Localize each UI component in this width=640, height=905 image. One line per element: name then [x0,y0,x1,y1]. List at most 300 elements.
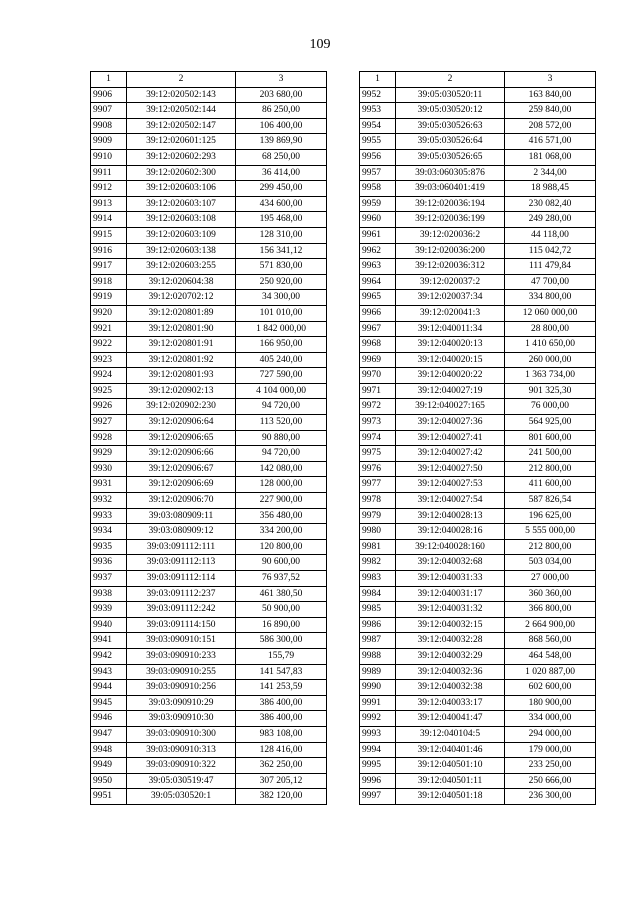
table-row [91,508,327,524]
cadastral-id-cell: 39:12:040501:11 [396,773,505,789]
cadastral-id-cell: 39:12:020036:2 [396,227,505,243]
table-row [360,368,596,384]
cadastral-id-cell: 39:03:080909:12 [127,524,236,540]
value-cell: 434 600,00 [236,196,327,212]
cadastral-id-cell: 39:03:091112:114 [127,571,236,587]
cadastral-id-cell: 39:03:091112:242 [127,602,236,618]
value-cell: 2 664 900,00 [505,617,596,633]
value-cell: 90 600,00 [236,555,327,571]
cadastral-id-cell: 39:12:040041:47 [396,711,505,727]
row-number-cell: 9916 [91,243,127,259]
table-row [91,586,327,602]
table-header-row [360,72,596,88]
table-row [360,399,596,415]
cadastral-id-cell: 39:12:020801:89 [127,305,236,321]
value-cell: 227 900,00 [236,493,327,509]
row-number-cell: 9954 [360,118,396,134]
value-cell: 115 042,72 [505,243,596,259]
value-cell: 727 590,00 [236,368,327,384]
value-cell: 250 920,00 [236,274,327,290]
table-row [360,633,596,649]
value-cell: 50 900,00 [236,602,327,618]
table-row [91,695,327,711]
value-cell: 233 250,00 [505,758,596,774]
row-number-cell: 9969 [360,352,396,368]
value-cell: 94 720,00 [236,399,327,415]
table-row [360,118,596,134]
table-row [360,648,596,664]
row-number-cell: 9923 [91,352,127,368]
value-cell: 362 250,00 [236,758,327,774]
table-row [91,602,327,618]
cadastral-id-cell: 39:12:020604:38 [127,274,236,290]
value-cell: 113 520,00 [236,415,327,431]
table-row [360,773,596,789]
row-number-cell: 9919 [91,290,127,306]
table-row [360,555,596,571]
table-row [360,711,596,727]
row-number-cell: 9908 [91,118,127,134]
cadastral-id-cell: 39:05:030526:64 [396,134,505,150]
value-cell: 181 068,00 [505,149,596,165]
value-cell: 334 200,00 [236,524,327,540]
table-row [91,461,327,477]
row-number-cell: 9907 [91,103,127,119]
row-number-cell: 9917 [91,259,127,275]
row-number-cell: 9936 [91,555,127,571]
value-cell: 294 000,00 [505,726,596,742]
column-header-cadastral-id: 2 [396,72,505,88]
table-row [360,586,596,602]
row-number-cell: 9985 [360,602,396,618]
row-number-cell: 9981 [360,539,396,555]
table-row [91,383,327,399]
row-number-cell: 9994 [360,742,396,758]
table-row [360,383,596,399]
row-number-cell: 9955 [360,134,396,150]
value-cell: 901 325,30 [505,383,596,399]
row-number-cell: 9920 [91,305,127,321]
row-number-cell: 9948 [91,742,127,758]
cadastral-id-cell: 39:12:040028:16 [396,524,505,540]
cadastral-id-cell: 39:12:020801:93 [127,368,236,384]
row-number-cell: 9995 [360,758,396,774]
value-cell: 68 250,00 [236,149,327,165]
value-cell: 34 300,00 [236,290,327,306]
row-number-cell: 9915 [91,227,127,243]
row-number-cell: 9980 [360,524,396,540]
row-number-cell: 9979 [360,508,396,524]
cadastral-id-cell: 39:12:020902:13 [127,383,236,399]
table-row [91,789,327,805]
cadastral-id-cell: 39:12:040028:160 [396,539,505,555]
table-row [91,165,327,181]
value-cell: 464 548,00 [505,648,596,664]
cadastral-id-cell: 39:12:040031:32 [396,602,505,618]
row-number-cell: 9987 [360,633,396,649]
row-number-cell: 9945 [91,695,127,711]
value-cell: 111 479,84 [505,259,596,275]
row-number-cell: 9926 [91,399,127,415]
cadastral-id-cell: 39:03:090910:29 [127,695,236,711]
row-number-cell: 9978 [360,493,396,509]
cadastral-id-cell: 39:12:020906:65 [127,430,236,446]
value-cell: 356 480,00 [236,508,327,524]
table-row [360,461,596,477]
cadastral-table-right [359,71,596,805]
table-row [360,430,596,446]
value-cell: 163 840,00 [505,87,596,103]
column-header-number: 1 [91,72,127,88]
value-cell: 241 500,00 [505,446,596,462]
table-row [91,648,327,664]
table-row [91,337,327,353]
value-cell: 416 571,00 [505,134,596,150]
value-cell: 36 414,00 [236,165,327,181]
value-cell: 983 108,00 [236,726,327,742]
row-number-cell: 9992 [360,711,396,727]
cadastral-id-cell: 39:12:020906:69 [127,477,236,493]
value-cell: 44 118,00 [505,227,596,243]
row-number-cell: 9934 [91,524,127,540]
row-number-cell: 9942 [91,648,127,664]
table-row [91,617,327,633]
cadastral-id-cell: 39:12:040032:28 [396,633,505,649]
table-row [91,742,327,758]
table-row [91,539,327,555]
row-number-cell: 9990 [360,680,396,696]
cadastral-id-cell: 39:12:020036:312 [396,259,505,275]
value-cell: 203 680,00 [236,87,327,103]
table-row [360,415,596,431]
cadastral-id-cell: 39:12:040027:41 [396,430,505,446]
cadastral-id-cell: 39:12:040031:17 [396,586,505,602]
cadastral-id-cell: 39:12:040027:53 [396,477,505,493]
row-number-cell: 9944 [91,680,127,696]
cadastral-id-cell: 39:05:030520:12 [396,103,505,119]
value-cell: 4 104 000,00 [236,383,327,399]
table-row [91,290,327,306]
value-cell: 360 360,00 [505,586,596,602]
table-row [360,352,596,368]
row-number-cell: 9910 [91,149,127,165]
value-cell: 128 310,00 [236,227,327,243]
cadastral-id-cell: 39:12:020906:64 [127,415,236,431]
cadastral-id-cell: 39:05:030520:1 [127,789,236,805]
cadastral-id-cell: 39:12:040020:22 [396,368,505,384]
row-number-cell: 9973 [360,415,396,431]
table-row [91,571,327,587]
cadastral-id-cell: 39:05:030526:65 [396,149,505,165]
value-cell: 156 341,12 [236,243,327,259]
value-cell: 208 572,00 [505,118,596,134]
value-cell: 602 600,00 [505,680,596,696]
row-number-cell: 9953 [360,103,396,119]
cadastral-id-cell: 39:12:020602:300 [127,165,236,181]
table-row [360,227,596,243]
value-cell: 405 240,00 [236,352,327,368]
table-row [91,633,327,649]
cadastral-id-cell: 39:03:090910:300 [127,726,236,742]
row-number-cell: 9986 [360,617,396,633]
table-row [91,680,327,696]
row-number-cell: 9928 [91,430,127,446]
table-row [91,430,327,446]
cadastral-id-cell: 39:03:090910:313 [127,742,236,758]
value-cell: 179 000,00 [505,742,596,758]
row-number-cell: 9949 [91,758,127,774]
row-number-cell: 9965 [360,290,396,306]
value-cell: 16 890,00 [236,617,327,633]
row-number-cell: 9972 [360,399,396,415]
value-cell: 142 080,00 [236,461,327,477]
row-number-cell: 9929 [91,446,127,462]
cadastral-id-cell: 39:03:090910:233 [127,648,236,664]
value-cell: 564 925,00 [505,415,596,431]
value-cell: 139 869,90 [236,134,327,150]
column-header-number: 1 [360,72,396,88]
table-row [91,368,327,384]
row-number-cell: 9940 [91,617,127,633]
table-row [360,165,596,181]
table-row [360,103,596,119]
value-cell: 1 363 734,00 [505,368,596,384]
row-number-cell: 9943 [91,664,127,680]
cadastral-id-cell: 39:12:040027:50 [396,461,505,477]
row-number-cell: 9941 [91,633,127,649]
row-number-cell: 9959 [360,196,396,212]
table-row [91,259,327,275]
row-number-cell: 9997 [360,789,396,805]
table-row [360,290,596,306]
row-number-cell: 9937 [91,571,127,587]
table-row [91,87,327,103]
row-number-cell: 9975 [360,446,396,462]
value-cell: 180 900,00 [505,695,596,711]
value-cell: 1 410 650,00 [505,337,596,353]
table-row [360,87,596,103]
cadastral-id-cell: 39:12:020801:91 [127,337,236,353]
value-cell: 571 830,00 [236,259,327,275]
cadastral-id-cell: 39:12:020603:108 [127,212,236,228]
value-cell: 334 800,00 [505,290,596,306]
row-number-cell: 9947 [91,726,127,742]
cadastral-id-cell: 39:12:040032:68 [396,555,505,571]
value-cell: 411 600,00 [505,477,596,493]
cadastral-id-cell: 39:05:030526:63 [396,118,505,134]
row-number-cell: 9931 [91,477,127,493]
row-number-cell: 9924 [91,368,127,384]
table-row [360,274,596,290]
row-number-cell: 9930 [91,461,127,477]
cadastral-id-cell: 39:12:040020:15 [396,352,505,368]
cadastral-id-cell: 39:12:040027:54 [396,493,505,509]
table-row [360,243,596,259]
cadastral-id-cell: 39:12:040501:18 [396,789,505,805]
table-row [91,274,327,290]
row-number-cell: 9983 [360,571,396,587]
value-cell: 90 880,00 [236,430,327,446]
table-row [360,742,596,758]
value-cell: 28 800,00 [505,321,596,337]
table-row [360,321,596,337]
value-cell: 166 950,00 [236,337,327,353]
value-cell: 334 000,00 [505,711,596,727]
cadastral-id-cell: 39:12:020036:199 [396,212,505,228]
table-row [360,695,596,711]
cadastral-id-cell: 39:03:090910:256 [127,680,236,696]
value-cell: 128 416,00 [236,742,327,758]
table-row [91,711,327,727]
cadastral-id-cell: 39:12:040501:10 [396,758,505,774]
row-number-cell: 9918 [91,274,127,290]
value-cell: 587 826,54 [505,493,596,509]
row-number-cell: 9939 [91,602,127,618]
table-row [91,103,327,119]
value-cell: 5 555 000,00 [505,524,596,540]
table-row [91,149,327,165]
value-cell: 141 547,83 [236,664,327,680]
column-header-value: 3 [236,72,327,88]
value-cell: 386 400,00 [236,711,327,727]
value-cell: 299 450,00 [236,181,327,197]
row-number-cell: 9952 [360,87,396,103]
row-number-cell: 9964 [360,274,396,290]
row-number-cell: 9922 [91,337,127,353]
table-row [91,493,327,509]
value-cell: 128 000,00 [236,477,327,493]
cadastral-id-cell: 39:03:060305:876 [396,165,505,181]
row-number-cell: 9982 [360,555,396,571]
table-row [91,477,327,493]
row-number-cell: 9989 [360,664,396,680]
table-row [360,617,596,633]
row-number-cell: 9984 [360,586,396,602]
row-number-cell: 9991 [360,695,396,711]
table-row [91,555,327,571]
table-row [360,664,596,680]
value-cell: 386 400,00 [236,695,327,711]
table-header-row [91,72,327,88]
cadastral-id-cell: 39:03:090910:30 [127,711,236,727]
value-cell: 141 253,59 [236,680,327,696]
cadastral-id-cell: 39:12:020603:106 [127,181,236,197]
row-number-cell: 9933 [91,508,127,524]
value-cell: 503 034,00 [505,555,596,571]
table-row [91,305,327,321]
row-number-cell: 9951 [91,789,127,805]
table-row [360,134,596,150]
value-cell: 12 060 000,00 [505,305,596,321]
row-number-cell: 9957 [360,165,396,181]
table-row [91,664,327,680]
cadastral-id-cell: 39:12:020502:144 [127,103,236,119]
row-number-cell: 9961 [360,227,396,243]
cadastral-id-cell: 39:12:040032:38 [396,680,505,696]
row-number-cell: 9938 [91,586,127,602]
row-number-cell: 9914 [91,212,127,228]
table-row [91,181,327,197]
value-cell: 106 400,00 [236,118,327,134]
table-row [360,571,596,587]
table-row [91,399,327,415]
cadastral-id-cell: 39:12:040032:29 [396,648,505,664]
table-row [360,305,596,321]
table-row [91,415,327,431]
cadastral-table-left [90,71,327,805]
value-cell: 86 250,00 [236,103,327,119]
cadastral-id-cell: 39:12:020801:92 [127,352,236,368]
cadastral-id-cell: 39:03:090910:322 [127,758,236,774]
value-cell: 2 344,00 [505,165,596,181]
row-number-cell: 9913 [91,196,127,212]
row-number-cell: 9977 [360,477,396,493]
cadastral-id-cell: 39:12:020603:255 [127,259,236,275]
table-row [91,243,327,259]
row-number-cell: 9970 [360,368,396,384]
row-number-cell: 9967 [360,321,396,337]
table-row [91,212,327,228]
value-cell: 461 380,50 [236,586,327,602]
table-row [360,602,596,618]
value-cell: 249 280,00 [505,212,596,228]
value-cell: 76 937,52 [236,571,327,587]
row-number-cell: 9963 [360,259,396,275]
table-row [91,321,327,337]
value-cell: 868 560,00 [505,633,596,649]
value-cell: 801 600,00 [505,430,596,446]
table-row [360,212,596,228]
table-row [91,227,327,243]
row-number-cell: 9976 [360,461,396,477]
value-cell: 120 800,00 [236,539,327,555]
value-cell: 1 020 887,00 [505,664,596,680]
value-cell: 1 842 000,00 [236,321,327,337]
value-cell: 76 000,00 [505,399,596,415]
table-row [91,134,327,150]
cadastral-id-cell: 39:12:020036:194 [396,196,505,212]
value-cell: 101 010,00 [236,305,327,321]
row-number-cell: 9958 [360,181,396,197]
cadastral-id-cell: 39:12:020041:3 [396,305,505,321]
value-cell: 236 300,00 [505,789,596,805]
cadastral-id-cell: 39:12:020801:90 [127,321,236,337]
page-number: 109 [309,37,331,52]
cadastral-id-cell: 39:03:080909:11 [127,508,236,524]
cadastral-id-cell: 39:12:040032:36 [396,664,505,680]
cadastral-id-cell: 39:12:020902:230 [127,399,236,415]
cadastral-id-cell: 39:03:090910:255 [127,664,236,680]
table-row [91,758,327,774]
table-row [360,337,596,353]
cadastral-id-cell: 39:12:020502:143 [127,87,236,103]
table-row [91,446,327,462]
cadastral-id-cell: 39:05:030520:11 [396,87,505,103]
row-number-cell: 9971 [360,383,396,399]
cadastral-id-cell: 39:03:060401:419 [396,181,505,197]
cadastral-id-cell: 39:12:020702:12 [127,290,236,306]
value-cell: 18 988,45 [505,181,596,197]
cadastral-id-cell: 39:12:020906:66 [127,446,236,462]
column-header-value: 3 [505,72,596,88]
row-number-cell: 9960 [360,212,396,228]
cadastral-id-cell: 39:12:040027:36 [396,415,505,431]
cadastral-id-cell: 39:12:040020:13 [396,337,505,353]
row-number-cell: 9912 [91,181,127,197]
value-cell: 195 468,00 [236,212,327,228]
table-row [91,118,327,134]
row-number-cell: 9921 [91,321,127,337]
